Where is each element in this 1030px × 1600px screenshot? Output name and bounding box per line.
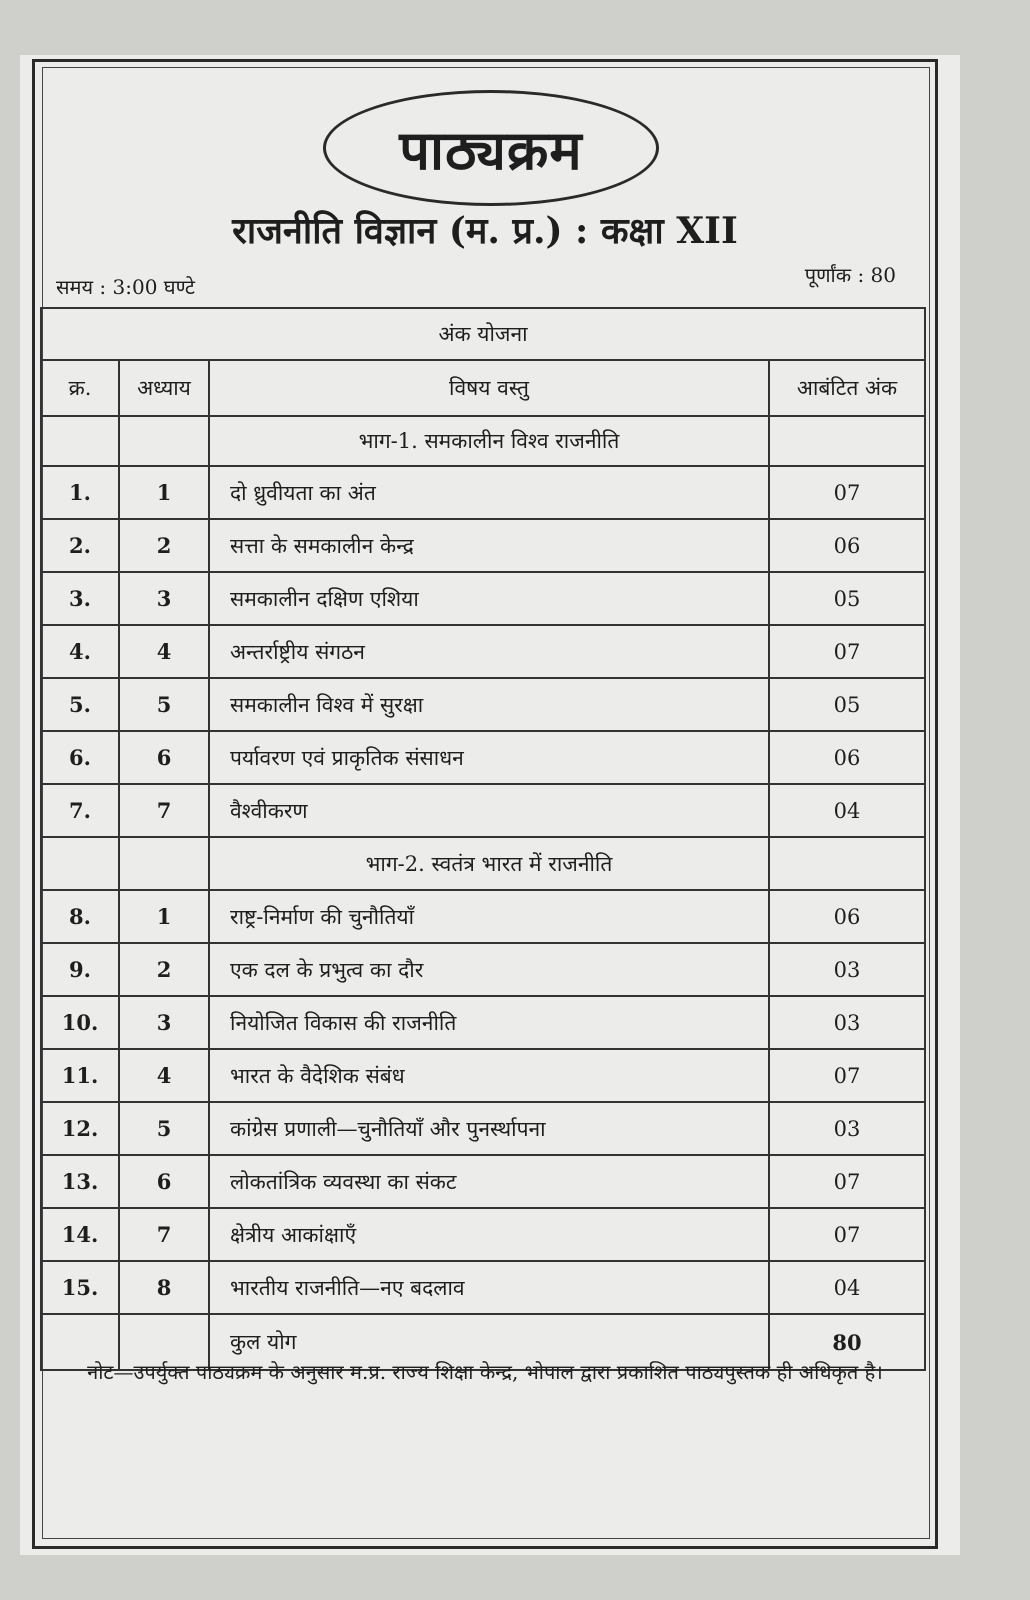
row-chapter: 2 [119, 943, 209, 996]
row-sno: 1. [41, 466, 119, 519]
row-chapter: 8 [119, 1261, 209, 1314]
row-topic: सत्ता के समकालीन केन्द्र [209, 519, 769, 572]
header-sno: क्र. [41, 360, 119, 416]
row-topic: भारत के वैदेशिक संबंध [209, 1049, 769, 1102]
row-topic: लोकतांत्रिक व्यवस्था का संकट [209, 1155, 769, 1208]
part1-heading: भाग-1. समकालीन विश्व राजनीति [209, 416, 769, 466]
row-marks: 07 [769, 466, 925, 519]
row-sno: 11. [41, 1049, 119, 1102]
row-marks: 06 [769, 890, 925, 943]
table-row [41, 678, 925, 731]
part2-heading: भाग-2. स्वतंत्र भारत में राजनीति [209, 837, 769, 890]
table-row [41, 1155, 925, 1208]
table-row [41, 519, 925, 572]
header-marks: आबंटित अंक [769, 360, 925, 416]
row-marks: 05 [769, 678, 925, 731]
row-topic: कांग्रेस प्रणाली—चुनौतियाँ और पुनर्स्थापना [209, 1102, 769, 1155]
row-marks: 04 [769, 784, 925, 837]
row-chapter: 4 [119, 1049, 209, 1102]
row-topic: समकालीन दक्षिण एशिया [209, 572, 769, 625]
table-row [41, 572, 925, 625]
row-chapter: 6 [119, 1155, 209, 1208]
table-row [41, 1208, 925, 1261]
table-row [41, 731, 925, 784]
footnote: नोट—उपर्युक्त पाठ्यक्रम के अनुसार म.प्र. राज्य शिक्षा केन्द्र, भोपाल द्वारा प्रकाशित पाठ्यपुस्तक ही अधिकृत है। [87, 1360, 883, 1384]
row-chapter: 7 [119, 1208, 209, 1261]
row-marks: 05 [769, 572, 925, 625]
header-chapter: अध्याय [119, 360, 209, 416]
row-sno: 8. [41, 890, 119, 943]
table-row [41, 1102, 925, 1155]
syllabus-page [20, 55, 960, 1555]
exam-time: समय : 3:00 घण्टे [56, 275, 195, 299]
row-chapter: 1 [119, 466, 209, 519]
row-topic: वैश्वीकरण [209, 784, 769, 837]
row-topic: पर्यावरण एवं प्राकृतिक संसाधन [209, 731, 769, 784]
row-topic: एक दल के प्रभुत्व का दौर [209, 943, 769, 996]
table-row [41, 625, 925, 678]
row-sno: 10. [41, 996, 119, 1049]
max-marks: पूर्णांक : 80 [804, 263, 896, 287]
row-marks: 07 [769, 1155, 925, 1208]
header-topic: विषय वस्तु [209, 360, 769, 416]
row-chapter: 5 [119, 1102, 209, 1155]
total-value: 80 [769, 1314, 925, 1370]
row-chapter: 5 [119, 678, 209, 731]
row-sno: 9. [41, 943, 119, 996]
row-topic: अन्तर्राष्ट्रीय संगठन [209, 625, 769, 678]
row-sno: 4. [41, 625, 119, 678]
row-sno: 2. [41, 519, 119, 572]
row-chapter: 7 [119, 784, 209, 837]
row-topic: क्षेत्रीय आकांक्षाएँ [209, 1208, 769, 1261]
part1-rows [41, 466, 925, 837]
part2-rows [41, 890, 925, 1314]
row-chapter: 4 [119, 625, 209, 678]
row-marks: 07 [769, 1208, 925, 1261]
row-topic: राष्ट्र-निर्माण की चुनौतियाँ [209, 890, 769, 943]
marks-scheme-table [40, 307, 926, 1371]
row-sno: 5. [41, 678, 119, 731]
row-topic: दो ध्रुवीयता का अंत [209, 466, 769, 519]
row-marks: 03 [769, 1102, 925, 1155]
row-topic: नियोजित विकास की राजनीति [209, 996, 769, 1049]
row-sno: 3. [41, 572, 119, 625]
table-caption: अंक योजना [41, 308, 925, 360]
table-row [41, 943, 925, 996]
row-marks: 03 [769, 996, 925, 1049]
row-topic: समकालीन विश्व में सुरक्षा [209, 678, 769, 731]
table-row [41, 1261, 925, 1314]
row-sno: 12. [41, 1102, 119, 1155]
row-chapter: 2 [119, 519, 209, 572]
row-sno: 15. [41, 1261, 119, 1314]
row-chapter: 1 [119, 890, 209, 943]
table-row [41, 466, 925, 519]
row-sno: 14. [41, 1208, 119, 1261]
table-row [41, 996, 925, 1049]
table-row [41, 784, 925, 837]
syllabus-heading: पाठ्यक्रम [323, 90, 659, 206]
row-sno: 6. [41, 731, 119, 784]
row-chapter: 3 [119, 572, 209, 625]
row-marks: 07 [769, 1049, 925, 1102]
row-marks: 07 [769, 625, 925, 678]
row-topic: भारतीय राजनीति—नए बदलाव [209, 1261, 769, 1314]
table-row [41, 890, 925, 943]
subject-title: राजनीति विज्ञान (म. प्र.) : कक्षा XII [232, 210, 738, 252]
row-marks: 03 [769, 943, 925, 996]
row-sno: 7. [41, 784, 119, 837]
total-label: कुल योग [209, 1314, 769, 1370]
row-chapter: 3 [119, 996, 209, 1049]
row-sno: 13. [41, 1155, 119, 1208]
row-marks: 04 [769, 1261, 925, 1314]
table-row [41, 1049, 925, 1102]
row-chapter: 6 [119, 731, 209, 784]
row-marks: 06 [769, 519, 925, 572]
row-marks: 06 [769, 731, 925, 784]
